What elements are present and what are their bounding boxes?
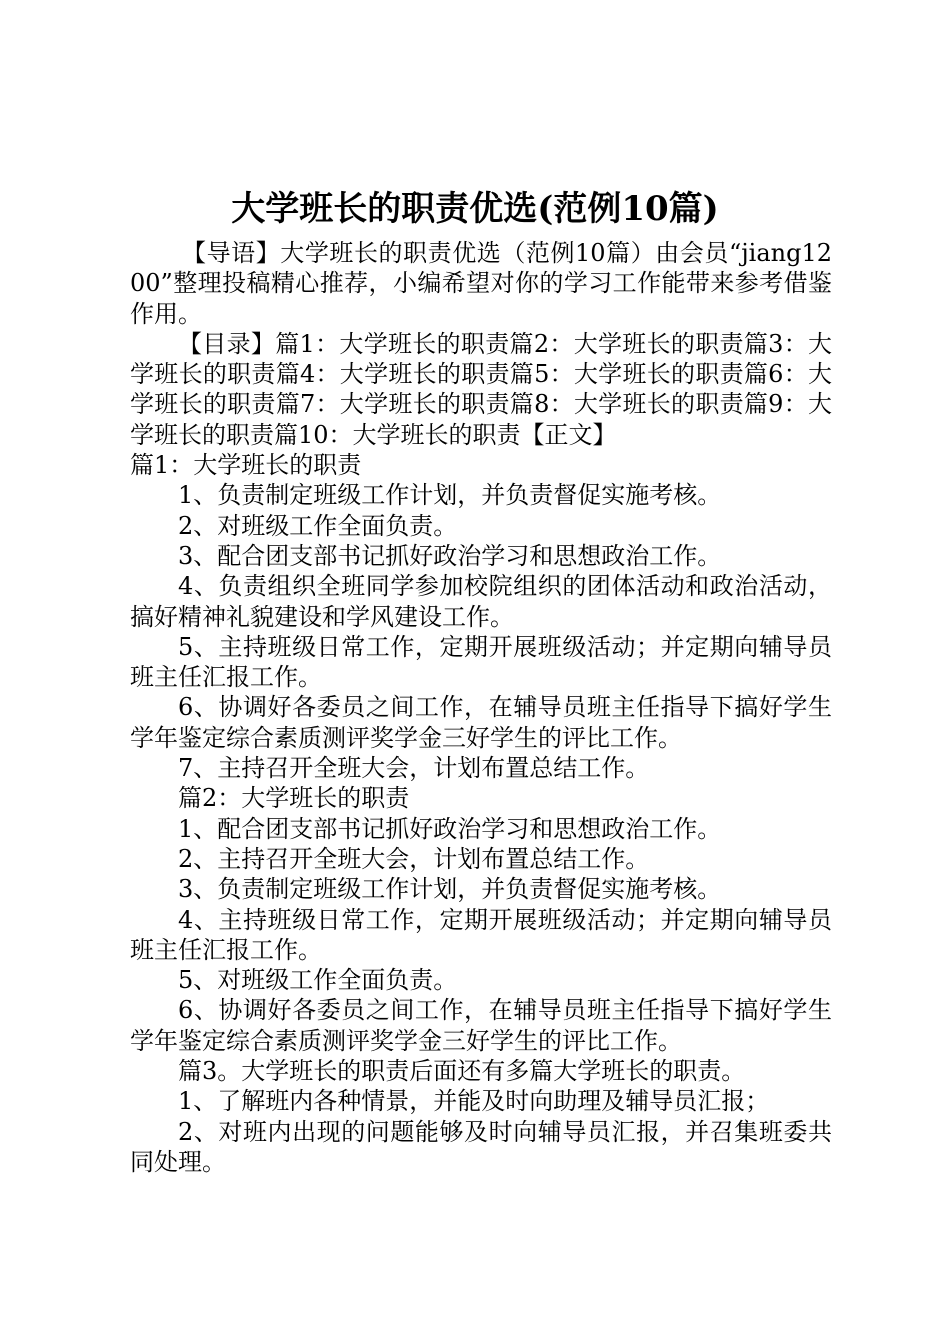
paragraph: 3、配合团支部书记抓好政治学习和思想政治工作。 bbox=[178, 541, 722, 570]
paragraph: 2、对班级工作全面负责。 bbox=[178, 511, 458, 540]
paragraph: 3、负责制定班级工作计划，并负责督促实施考核。 bbox=[178, 875, 722, 904]
paragraph: 4、主持班级日常工作，定期开展班级活动；并定期向辅导员班主任汇报工作。 bbox=[130, 905, 832, 964]
paragraph: 1、了解班内各种情景，并能及时向助理及辅导员汇报； bbox=[178, 1087, 770, 1116]
paragraph: 5、对班级工作全面负责。 bbox=[178, 966, 458, 995]
paragraph: 7、主持召开全班大会，计划布置总结工作。 bbox=[178, 754, 650, 783]
document-title: 大学班长的职责优选(范例10篇) bbox=[231, 189, 719, 229]
paragraph: 4、负责组织全班同学参加校院组织的团体活动和政治活动，搞好精神礼貌建设和学风建设工作。 bbox=[130, 572, 832, 631]
paragraph: 6、协调好各委员之间工作，在辅导员班主任指导下搞好学生学年鉴定综合素质测评奖学金三好学生的评比工作。 bbox=[130, 693, 832, 752]
document-body bbox=[130, 238, 832, 1177]
paragraph: 篇2：大学班长的职责 bbox=[178, 784, 410, 813]
paragraph: 【导语】大学班长的职责优选（范例10篇）由会员“jiang1200”整理投稿精心推荐，小编希望对你的学习工作能带来参考借鉴作用。 bbox=[130, 239, 832, 328]
paragraph: 2、对班内出现的问题能够及时向辅导员汇报，并召集班委共同处理。 bbox=[130, 1117, 832, 1176]
paragraph: 【目录】篇1：大学班长的职责篇2：大学班长的职责篇3：大学班长的职责篇4：大学班长的职责篇5：大学班长的职责篇6：大学班长的职责篇7：大学班长的职责篇8：大学班长的职责篇9：大学班长的职责篇10：大学班长的职责【正文】 bbox=[130, 329, 832, 449]
paragraph: 篇1：大学班长的职责 bbox=[130, 451, 362, 480]
paragraph: 篇3。大学班长的职责后面还有多篇大学班长的职责。 bbox=[178, 1057, 746, 1086]
paragraph: 6、协调好各委员之间工作，在辅导员班主任指导下搞好学生学年鉴定综合素质测评奖学金三好学生的评比工作。 bbox=[130, 996, 832, 1055]
paragraph: 2、主持召开全班大会，计划布置总结工作。 bbox=[178, 844, 650, 873]
paragraph: 1、配合团支部书记抓好政治学习和思想政治工作。 bbox=[178, 814, 722, 843]
paragraph: 5、主持班级日常工作，定期开展班级活动；并定期向辅导员班主任汇报工作。 bbox=[130, 632, 832, 692]
paragraph: 1、负责制定班级工作计划，并负责督促实施考核。 bbox=[178, 481, 722, 510]
